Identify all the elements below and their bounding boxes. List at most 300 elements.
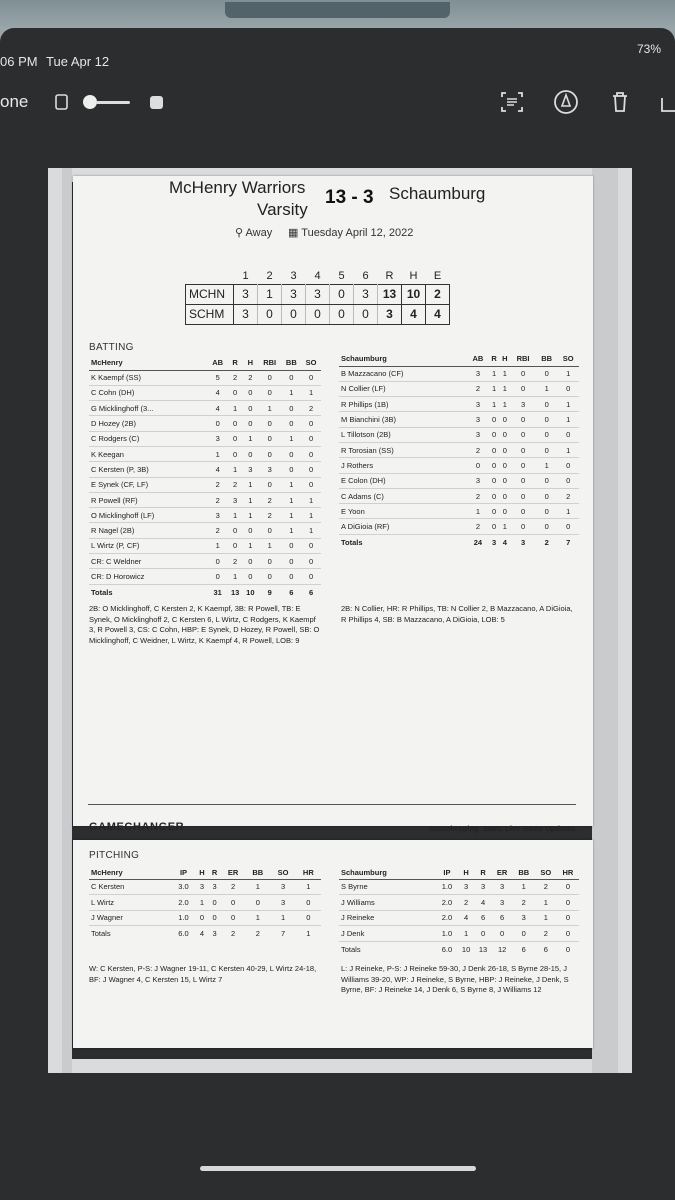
stat-cell: 0	[221, 910, 245, 926]
stat-cell: 0	[510, 442, 536, 457]
stat-cell: 3	[467, 397, 489, 412]
stat-cell: 0	[243, 554, 258, 569]
boxscore-page-pitching	[73, 840, 593, 1048]
stat-cell: 0	[245, 895, 270, 911]
stat-cell: 0	[228, 523, 243, 538]
stat-cell: 0	[557, 910, 579, 926]
player-name: C Cohn (DH)	[89, 385, 208, 400]
stat-cell: 0	[208, 910, 221, 926]
stat-cell: 0	[489, 427, 500, 442]
pitching-row	[339, 910, 579, 926]
stat-cell: 1	[243, 431, 258, 446]
stat-cell: 1	[228, 569, 243, 584]
stat-cell: 2	[208, 477, 228, 492]
stat-cell: 0	[510, 519, 536, 534]
totals-cell: 31	[208, 584, 228, 599]
stat-cell: 1	[458, 926, 475, 942]
inning-cell: 3	[234, 284, 258, 304]
inning-header: 6	[362, 269, 369, 282]
batting-row	[89, 569, 321, 584]
stat-cell: 0	[489, 458, 500, 473]
stat-cell: 1	[196, 895, 209, 911]
pitching-col-header: R	[475, 866, 492, 879]
stat-cell: 0	[281, 569, 301, 584]
pitching-row	[89, 879, 321, 895]
stat-cell: 0	[557, 926, 579, 942]
pitching-team-header: Schaumburg	[339, 866, 436, 879]
pitching-col-header: R	[208, 866, 221, 879]
inning-cell: 0	[282, 304, 306, 324]
status-date: Tue Apr 12	[46, 54, 110, 69]
hits-header: H	[409, 269, 418, 282]
stat-cell: 2.0	[436, 895, 457, 911]
stat-cell: 0	[557, 427, 579, 442]
stat-cell: 1	[228, 508, 243, 523]
stat-cell: 0	[475, 926, 492, 942]
batting-col-header: R	[489, 352, 500, 366]
game-date	[288, 226, 413, 239]
stat-cell: 0	[499, 458, 510, 473]
batting-row	[339, 381, 579, 396]
player-name: J Denk	[339, 926, 436, 942]
stat-cell: 4	[208, 401, 228, 416]
stat-cell: 0	[281, 370, 301, 385]
player-name: E Yoon	[339, 504, 467, 519]
stat-cell: 0	[208, 554, 228, 569]
pitching-row	[339, 879, 579, 895]
inning-cell: 0	[258, 304, 282, 324]
stat-cell: 0	[510, 473, 536, 488]
stat-cell: 1	[535, 895, 557, 911]
batting-team-header: Schaumburg	[339, 352, 467, 366]
inning-header: 1	[242, 269, 249, 282]
stat-cell: 0	[258, 523, 282, 538]
totals-cell: 10	[243, 584, 258, 599]
away-pitching-table	[339, 866, 579, 957]
stat-cell: 0	[301, 538, 321, 553]
stat-cell: 1	[536, 458, 558, 473]
player-name: S Byrne	[339, 879, 436, 895]
stat-cell: 0	[243, 416, 258, 431]
stat-cell: 2	[228, 370, 243, 385]
battery-level: 73%	[636, 42, 661, 56]
player-name: D Hozey (2B)	[89, 416, 208, 431]
pitching-section-label: PITCHING	[89, 850, 140, 861]
batting-row	[89, 477, 321, 492]
stat-cell: 0	[301, 554, 321, 569]
stat-cell: 1.0	[436, 926, 457, 942]
stat-cell: 0	[536, 427, 558, 442]
stat-cell: 0	[243, 446, 258, 461]
stat-cell: 1	[301, 508, 321, 523]
stat-cell: 0	[228, 431, 243, 446]
inning-header: 3	[290, 269, 297, 282]
batting-row	[89, 431, 321, 446]
batting-col-header: BB	[281, 356, 301, 370]
batting-header-row	[339, 352, 579, 366]
stat-cell: 3	[243, 462, 258, 477]
stat-cell: 1	[489, 397, 500, 412]
player-name: R Nagel (2B)	[89, 523, 208, 538]
totals-cell: 13	[228, 584, 243, 599]
pitching-col-header: SO	[535, 866, 557, 879]
totals-cell: 2	[536, 534, 558, 549]
player-name: B Mazzacano (CF)	[339, 366, 467, 381]
home-pitching-table	[89, 866, 321, 941]
stat-cell: 0	[243, 385, 258, 400]
stat-cell: 3	[510, 397, 536, 412]
player-name: K Kaempf (SS)	[89, 370, 208, 385]
stat-cell: 1	[467, 504, 489, 519]
stat-cell: 1	[243, 477, 258, 492]
pitching-team-header: McHenry	[89, 866, 171, 879]
stat-cell: 0	[513, 926, 535, 942]
stat-cell: 3	[208, 431, 228, 446]
stat-cell: 3	[492, 879, 513, 895]
totals-cell: 24	[467, 534, 489, 549]
stat-cell: 0	[258, 416, 282, 431]
stat-cell: 0	[489, 412, 500, 427]
inning-cell: 3	[354, 284, 378, 304]
stat-cell: 1	[489, 381, 500, 396]
scan-text-icon[interactable]	[498, 88, 526, 116]
stat-cell: 1	[536, 381, 558, 396]
stat-cell: 3	[258, 462, 282, 477]
stat-cell: 0	[536, 442, 558, 457]
stat-cell: 0	[499, 473, 510, 488]
totals-cell: 2	[230, 929, 236, 938]
player-name: G Micklinghoff (3...	[89, 401, 208, 416]
player-name: J Reineke	[339, 910, 436, 926]
player-name: R Phillips (1B)	[339, 397, 467, 412]
stat-cell: 1	[557, 412, 579, 427]
stat-cell: 3	[467, 473, 489, 488]
stat-cell: 0	[499, 442, 510, 457]
batting-col-header: RBI	[510, 352, 536, 366]
stat-cell: 1.0	[171, 910, 195, 926]
device-case-top	[0, 0, 675, 30]
inning-header: 2	[266, 269, 273, 282]
player-name: L Tillotson (2B)	[339, 427, 467, 442]
pitching-col-header: HR	[557, 866, 579, 879]
player-name: C Kersten (P, 3B)	[89, 462, 208, 477]
totals-label: Totals	[91, 929, 111, 938]
totals-cell: 3	[510, 534, 536, 549]
stat-cell: 4	[208, 385, 228, 400]
stat-cell: 1.0	[436, 879, 457, 895]
stat-cell: 1	[535, 910, 557, 926]
inning-cell: 1	[258, 284, 282, 304]
stat-cell: 1	[557, 442, 579, 457]
stat-cell: 0	[510, 427, 536, 442]
stat-cell: 0	[258, 569, 282, 584]
stat-cell: 2	[228, 554, 243, 569]
boxscore-page-batting	[73, 176, 593, 833]
batting-totals-row	[339, 534, 579, 549]
player-name: CR: C Weldner	[89, 554, 208, 569]
away-batting-notes: 2B: N Collier, HR: R Phillips, TB: N Collier 2, B Mazzacano, A DiGioia, R Phillips 4, SB: B Mazzacano, A DiGioia, LOB: 5	[341, 604, 573, 624]
stat-cell: 0	[228, 416, 243, 431]
player-name: C Adams (C)	[339, 488, 467, 503]
stat-cell: 0	[208, 416, 228, 431]
stat-cell: 1	[557, 397, 579, 412]
pitching-col-header: H	[196, 866, 209, 879]
home-team-level: Varsity	[257, 200, 308, 219]
batting-col-header: R	[228, 356, 243, 370]
stat-cell: 3	[208, 879, 221, 895]
line-score-row	[186, 304, 450, 324]
pitching-col-header: IP	[171, 866, 195, 879]
batting-col-header: SO	[557, 352, 579, 366]
batting-row	[89, 523, 321, 538]
home-team-name: McHenry Warriors	[169, 178, 306, 197]
home-indicator[interactable]	[200, 1166, 476, 1171]
stat-cell: 0	[557, 458, 579, 473]
totals-cell: 6.0	[178, 929, 189, 938]
player-name: L Wirtz (P, CF)	[89, 538, 208, 553]
stat-cell: 0	[510, 458, 536, 473]
footer-divider	[88, 804, 576, 805]
stat-cell: 1	[281, 508, 301, 523]
stat-cell: 0	[281, 401, 301, 416]
batting-row	[89, 385, 321, 400]
inning-cell: 3	[234, 304, 258, 324]
stat-cell: 0	[557, 519, 579, 534]
stat-cell: 4	[475, 895, 492, 911]
stat-cell: 1	[489, 366, 500, 381]
stat-cell: 0	[499, 412, 510, 427]
totals-cell: 4	[199, 929, 205, 938]
stat-cell: 1	[243, 538, 258, 553]
stat-cell: 0	[258, 431, 282, 446]
stat-cell: 0	[258, 477, 282, 492]
stat-cell: 0	[228, 385, 243, 400]
pitching-row	[339, 895, 579, 911]
player-name: O Micklinghoff (LF)	[89, 508, 208, 523]
hits-cell: 10	[402, 284, 426, 304]
case-slot	[225, 2, 450, 18]
stat-cell: 1	[228, 401, 243, 416]
stat-cell: 0	[258, 446, 282, 461]
stat-cell: 0	[258, 554, 282, 569]
stat-cell: 2	[467, 519, 489, 534]
totals-label: Totals	[89, 584, 208, 599]
stat-cell: 3	[513, 910, 535, 926]
hits-cell: 4	[402, 304, 426, 324]
home-pitching-notes: W: C Kersten, P-S: J Wagner 19-11, C Kersten 40-29, L Wirtz 24-18, BF: J Wagner 4, C Kersten 15, L Wirtz 7	[89, 964, 317, 984]
stat-cell: 0	[301, 431, 321, 446]
stat-cell: 2	[221, 879, 245, 895]
away-pitching-notes: L: J Reineke, P-S: J Reineke 59-30, J Denk 26-18, S Byrne 28-15, J Williams 39-20, WP: J Reineke, S Byrne, HBP: J Reineke, J Denk, S Byrne, BF: J Reineke 14, J Denk 6, S Byrne 8, J Williams 12	[341, 964, 569, 994]
stat-cell: 0	[557, 473, 579, 488]
stat-cell: 0	[243, 569, 258, 584]
stat-cell: 3	[270, 895, 295, 911]
player-name: J Rothers	[339, 458, 467, 473]
stat-cell: 0	[489, 488, 500, 503]
stat-cell: 0	[301, 462, 321, 477]
page-thumbnail-icon[interactable]	[48, 88, 76, 116]
stat-cell: 1	[301, 385, 321, 400]
stat-cell: 1	[499, 381, 510, 396]
stat-cell: 2.0	[436, 910, 457, 926]
stat-cell: 0	[557, 895, 579, 911]
batting-row	[339, 473, 579, 488]
line-score-corner	[186, 268, 234, 284]
batting-col-header: H	[499, 352, 510, 366]
stat-cell: 1	[301, 492, 321, 507]
stat-cell: 1	[296, 879, 321, 895]
stat-cell: 0	[536, 504, 558, 519]
stat-cell: 0	[510, 366, 536, 381]
player-name: CR: D Horowicz	[89, 569, 208, 584]
player-name: L Wirtz	[89, 895, 171, 911]
pitching-col-header: H	[458, 866, 475, 879]
stat-cell: 3	[270, 879, 295, 895]
batting-col-header: AB	[208, 356, 228, 370]
location-text: Away	[245, 227, 273, 239]
batting-row	[339, 519, 579, 534]
stat-cell: 5	[208, 370, 228, 385]
pitching-col-header: HR	[296, 866, 321, 879]
line-score-team: SCHM	[186, 304, 234, 324]
line-score-row	[186, 284, 450, 304]
player-name: N Collier (LF)	[339, 381, 467, 396]
batting-col-header: H	[243, 356, 258, 370]
gamechanger-logo: GAMECHANGER	[89, 821, 185, 833]
pitching-col-header: IP	[436, 866, 457, 879]
stat-cell: 2	[301, 401, 321, 416]
stat-cell: 0	[510, 412, 536, 427]
stat-cell: 1	[281, 523, 301, 538]
batting-row	[339, 442, 579, 457]
stat-cell: 0	[296, 895, 321, 911]
stat-cell: 1	[258, 401, 282, 416]
stat-cell: 0	[243, 523, 258, 538]
totals-cell: 10	[461, 944, 471, 954]
done-button[interactable]: one	[0, 92, 29, 111]
player-name: J Wagner	[89, 910, 171, 926]
markup-pen-icon[interactable]	[552, 88, 580, 116]
stat-cell: 2	[535, 879, 557, 895]
stat-cell: 0	[536, 366, 558, 381]
stat-cell: 0	[301, 416, 321, 431]
square-button-icon[interactable]	[144, 88, 172, 116]
stat-cell: 1	[499, 397, 510, 412]
trash-icon[interactable]	[606, 88, 634, 116]
frame-edge-left	[62, 168, 72, 1073]
stat-cell: 0	[196, 910, 209, 926]
game-location	[235, 226, 272, 239]
stat-cell: 2	[557, 488, 579, 503]
batting-row	[339, 458, 579, 473]
share-icon[interactable]	[656, 88, 675, 116]
totals-cell: 9	[258, 584, 282, 599]
stat-cell: 0	[281, 554, 301, 569]
stat-cell: 3	[492, 895, 513, 911]
inning-header: 4	[314, 269, 321, 282]
batting-row	[339, 427, 579, 442]
stat-cell: 1	[281, 431, 301, 446]
brightness-slider[interactable]	[80, 88, 136, 116]
totals-cell: 3	[489, 534, 500, 549]
player-name: A DiGioia (RF)	[339, 519, 467, 534]
player-name: E Synek (CF, LF)	[89, 477, 208, 492]
stat-cell: 0	[258, 370, 282, 385]
stat-cell: 0	[301, 569, 321, 584]
player-name: M Bianchini (3B)	[339, 412, 467, 427]
line-score-table	[185, 268, 450, 325]
totals-cell: 7	[557, 534, 579, 549]
stat-cell: 3	[467, 412, 489, 427]
batting-row	[89, 446, 321, 461]
pitching-header-row	[89, 866, 321, 879]
totals-cell: 4	[499, 534, 510, 549]
pitching-row	[89, 910, 321, 926]
totals-cell: 6	[521, 944, 526, 954]
final-score: 13 - 3	[325, 187, 374, 208]
runs-header: R	[385, 269, 394, 282]
batting-row	[89, 462, 321, 477]
stat-cell: 0	[228, 538, 243, 553]
stat-cell: 1	[270, 910, 295, 926]
pitching-header-row	[339, 866, 579, 879]
stat-cell: 2	[535, 926, 557, 942]
player-name: C Kersten	[89, 879, 171, 895]
line-score-team: MCHN	[186, 284, 234, 304]
pitching-col-header: ER	[221, 866, 245, 879]
player-name: C Rodgers (C)	[89, 431, 208, 446]
runs-cell: 3	[378, 304, 402, 324]
stat-cell: 1	[557, 504, 579, 519]
stat-cell: 1	[499, 366, 510, 381]
stat-cell: 2	[467, 442, 489, 457]
totals-cell: 13	[478, 944, 488, 954]
date-text: Tuesday April 12, 2022	[301, 227, 414, 239]
gamechanger-tagline: Scorekeeping. Stats. Live Game Updates.	[429, 824, 577, 833]
stat-cell: 0	[208, 569, 228, 584]
calendar-icon: ▦	[288, 227, 302, 239]
pitching-col-header: SO	[270, 866, 295, 879]
pitching-row	[89, 895, 321, 911]
stat-cell: 3	[228, 492, 243, 507]
player-name: K Keegan	[89, 446, 208, 461]
player-name: R Torosian (SS)	[339, 442, 467, 457]
totals-cell: 0	[565, 944, 571, 954]
stat-cell: 0	[557, 381, 579, 396]
tablet-screen	[0, 28, 675, 1200]
pitching-col-header: BB	[245, 866, 270, 879]
stat-cell: 0	[499, 488, 510, 503]
stat-cell: 2	[467, 488, 489, 503]
stat-cell: 1	[281, 477, 301, 492]
stat-cell: 2	[208, 492, 228, 507]
stat-cell: 0	[510, 504, 536, 519]
player-name: R Powell (RF)	[89, 492, 208, 507]
stat-cell: 0	[301, 446, 321, 461]
stat-cell: 1	[208, 446, 228, 461]
totals-cell: 12	[497, 944, 507, 954]
inning-cell: 0	[354, 304, 378, 324]
stat-cell: 1	[557, 366, 579, 381]
stat-cell: 2	[228, 477, 243, 492]
totals-label: Totals	[339, 534, 467, 549]
stat-cell: 6	[492, 910, 513, 926]
stat-cell: 0	[492, 926, 513, 942]
stat-cell: 2	[243, 370, 258, 385]
stat-cell: 2.0	[171, 895, 195, 911]
batting-totals-row	[89, 584, 321, 599]
stat-cell: 0	[301, 477, 321, 492]
